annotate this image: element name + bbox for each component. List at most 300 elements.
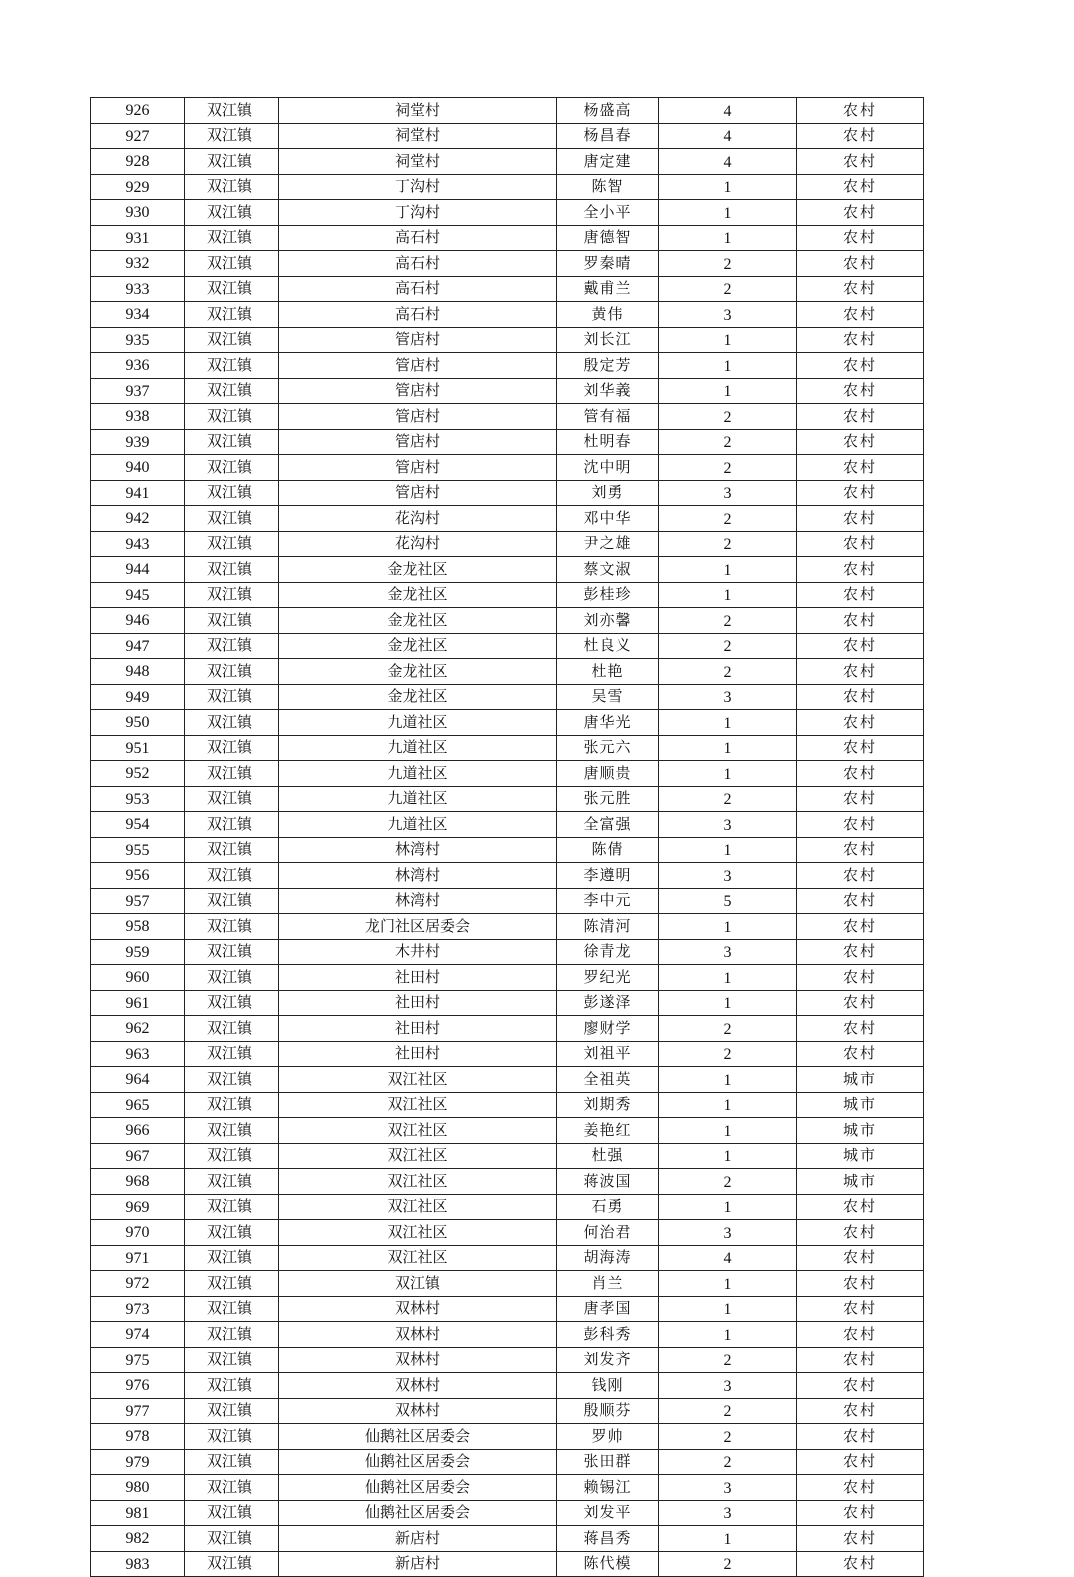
town-cell: 双江镇	[185, 455, 279, 481]
household-count-cell: 2	[659, 1424, 797, 1450]
person-name-cell: 陈倩	[557, 837, 659, 863]
household-count-cell: 2	[659, 1551, 797, 1577]
village-cell: 仙鹅社区居委会	[279, 1500, 557, 1526]
row-number-cell: 927	[91, 123, 185, 149]
village-cell: 高石村	[279, 251, 557, 277]
village-cell: 花沟村	[279, 506, 557, 532]
row-number-cell: 935	[91, 327, 185, 353]
person-name-cell: 赖锡江	[557, 1475, 659, 1501]
household-count-cell: 1	[659, 1194, 797, 1220]
table-row	[91, 149, 924, 175]
person-name-cell: 杜明春	[557, 429, 659, 455]
village-cell: 双林村	[279, 1373, 557, 1399]
table-row	[91, 1220, 924, 1246]
household-count-cell: 3	[659, 684, 797, 710]
table-row	[91, 225, 924, 251]
town-cell: 双江镇	[185, 1398, 279, 1424]
person-name-cell: 彭桂珍	[557, 582, 659, 608]
table-row	[91, 1143, 924, 1169]
area-type-cell: 农村	[797, 429, 924, 455]
person-name-cell: 杨昌春	[557, 123, 659, 149]
table-row	[91, 531, 924, 557]
town-cell: 双江镇	[185, 659, 279, 685]
town-cell: 双江镇	[185, 225, 279, 251]
person-name-cell: 何治君	[557, 1220, 659, 1246]
household-count-cell: 1	[659, 735, 797, 761]
area-type-cell: 农村	[797, 1194, 924, 1220]
household-count-cell: 2	[659, 1041, 797, 1067]
area-type-cell: 农村	[797, 761, 924, 787]
household-count-cell: 1	[659, 1296, 797, 1322]
household-count-cell: 5	[659, 888, 797, 914]
row-number-cell: 931	[91, 225, 185, 251]
town-cell: 双江镇	[185, 1118, 279, 1144]
row-number-cell: 964	[91, 1067, 185, 1093]
household-count-cell: 2	[659, 786, 797, 812]
area-type-cell: 农村	[797, 353, 924, 379]
town-cell: 双江镇	[185, 302, 279, 328]
household-count-cell: 1	[659, 1322, 797, 1348]
table-row	[91, 633, 924, 659]
row-number-cell: 934	[91, 302, 185, 328]
person-name-cell: 刘期秀	[557, 1092, 659, 1118]
area-type-cell: 农村	[797, 149, 924, 175]
table-row	[91, 429, 924, 455]
table-row	[91, 1551, 924, 1577]
household-count-cell: 1	[659, 1271, 797, 1297]
table-row	[91, 1118, 924, 1144]
village-cell: 九道社区	[279, 710, 557, 736]
table-row	[91, 1526, 924, 1552]
town-cell: 双江镇	[185, 353, 279, 379]
person-name-cell: 钱刚	[557, 1373, 659, 1399]
row-number-cell: 954	[91, 812, 185, 838]
village-cell: 双江社区	[279, 1220, 557, 1246]
row-number-cell: 936	[91, 353, 185, 379]
town-cell: 双江镇	[185, 1475, 279, 1501]
row-number-cell: 965	[91, 1092, 185, 1118]
row-number-cell: 962	[91, 1016, 185, 1042]
person-name-cell: 彭科秀	[557, 1322, 659, 1348]
row-number-cell: 948	[91, 659, 185, 685]
table-row	[91, 1169, 924, 1195]
table-row	[91, 1296, 924, 1322]
row-number-cell: 956	[91, 863, 185, 889]
person-name-cell: 全富强	[557, 812, 659, 838]
row-number-cell: 928	[91, 149, 185, 175]
area-type-cell: 农村	[797, 1551, 924, 1577]
row-number-cell: 978	[91, 1424, 185, 1450]
household-count-cell: 1	[659, 1092, 797, 1118]
village-cell: 仙鹅社区居委会	[279, 1449, 557, 1475]
household-count-cell: 2	[659, 251, 797, 277]
household-count-cell: 3	[659, 1475, 797, 1501]
town-cell: 双江镇	[185, 1016, 279, 1042]
town-cell: 双江镇	[185, 888, 279, 914]
town-cell: 双江镇	[185, 531, 279, 557]
table-row	[91, 1424, 924, 1450]
household-count-cell: 1	[659, 225, 797, 251]
area-type-cell: 城市	[797, 1067, 924, 1093]
area-type-cell: 农村	[797, 1398, 924, 1424]
village-cell: 九道社区	[279, 786, 557, 812]
town-cell: 双江镇	[185, 1271, 279, 1297]
table-row	[91, 837, 924, 863]
person-name-cell: 黄伟	[557, 302, 659, 328]
village-cell: 管店村	[279, 455, 557, 481]
row-number-cell: 946	[91, 608, 185, 634]
area-type-cell: 农村	[797, 174, 924, 200]
person-name-cell: 全祖英	[557, 1067, 659, 1093]
person-name-cell: 胡海涛	[557, 1245, 659, 1271]
row-number-cell: 951	[91, 735, 185, 761]
person-name-cell: 徐青龙	[557, 939, 659, 965]
village-cell: 金龙社区	[279, 557, 557, 583]
table-row	[91, 659, 924, 685]
area-type-cell: 农村	[797, 1322, 924, 1348]
household-count-cell: 2	[659, 455, 797, 481]
table-row	[91, 1194, 924, 1220]
household-count-cell: 3	[659, 1500, 797, 1526]
village-cell: 管店村	[279, 353, 557, 379]
village-cell: 林湾村	[279, 863, 557, 889]
town-cell: 双江镇	[185, 1169, 279, 1195]
table-row	[91, 1245, 924, 1271]
area-type-cell: 城市	[797, 1169, 924, 1195]
person-name-cell: 姜艳红	[557, 1118, 659, 1144]
person-name-cell: 沈中明	[557, 455, 659, 481]
person-name-cell: 唐定建	[557, 149, 659, 175]
row-number-cell: 966	[91, 1118, 185, 1144]
area-type-cell: 农村	[797, 1347, 924, 1373]
town-cell: 双江镇	[185, 1041, 279, 1067]
village-cell: 双林村	[279, 1296, 557, 1322]
area-type-cell: 农村	[797, 1475, 924, 1501]
table-row	[91, 710, 924, 736]
household-count-cell: 2	[659, 1169, 797, 1195]
area-type-cell: 农村	[797, 455, 924, 481]
table-row	[91, 251, 924, 277]
row-number-cell: 959	[91, 939, 185, 965]
town-cell: 双江镇	[185, 1347, 279, 1373]
person-name-cell: 陈智	[557, 174, 659, 200]
town-cell: 双江镇	[185, 378, 279, 404]
person-name-cell: 廖财学	[557, 1016, 659, 1042]
village-cell: 九道社区	[279, 761, 557, 787]
person-name-cell: 肖兰	[557, 1271, 659, 1297]
household-count-cell: 2	[659, 531, 797, 557]
table-row	[91, 327, 924, 353]
area-type-cell: 农村	[797, 608, 924, 634]
area-type-cell: 农村	[797, 582, 924, 608]
area-type-cell: 农村	[797, 684, 924, 710]
household-count-cell: 3	[659, 939, 797, 965]
town-cell: 双江镇	[185, 1067, 279, 1093]
household-count-cell: 3	[659, 302, 797, 328]
person-name-cell: 吴雪	[557, 684, 659, 710]
village-cell: 龙门社区居委会	[279, 914, 557, 940]
person-name-cell: 张田群	[557, 1449, 659, 1475]
table-row	[91, 1016, 924, 1042]
row-number-cell: 930	[91, 200, 185, 226]
row-number-cell: 958	[91, 914, 185, 940]
village-cell: 金龙社区	[279, 659, 557, 685]
household-count-cell: 1	[659, 200, 797, 226]
area-type-cell: 农村	[797, 710, 924, 736]
person-name-cell: 蒋昌秀	[557, 1526, 659, 1552]
village-cell: 双江社区	[279, 1143, 557, 1169]
row-number-cell: 949	[91, 684, 185, 710]
village-cell: 仙鹅社区居委会	[279, 1475, 557, 1501]
area-type-cell: 农村	[797, 531, 924, 557]
household-count-cell: 2	[659, 608, 797, 634]
household-count-cell: 1	[659, 837, 797, 863]
table-row	[91, 863, 924, 889]
row-number-cell: 969	[91, 1194, 185, 1220]
area-type-cell: 农村	[797, 1373, 924, 1399]
village-cell: 社田村	[279, 965, 557, 991]
row-number-cell: 972	[91, 1271, 185, 1297]
row-number-cell: 932	[91, 251, 185, 277]
table-row	[91, 404, 924, 430]
household-count-cell: 3	[659, 1373, 797, 1399]
person-name-cell: 殷定芳	[557, 353, 659, 379]
person-name-cell: 李中元	[557, 888, 659, 914]
table-row	[91, 888, 924, 914]
person-name-cell: 唐德智	[557, 225, 659, 251]
area-type-cell: 农村	[797, 506, 924, 532]
town-cell: 双江镇	[185, 633, 279, 659]
village-cell: 花沟村	[279, 531, 557, 557]
row-number-cell: 982	[91, 1526, 185, 1552]
village-cell: 金龙社区	[279, 608, 557, 634]
area-type-cell: 农村	[797, 1220, 924, 1246]
row-number-cell: 960	[91, 965, 185, 991]
row-number-cell: 967	[91, 1143, 185, 1169]
person-name-cell: 杜艳	[557, 659, 659, 685]
village-cell: 林湾村	[279, 888, 557, 914]
household-count-cell: 1	[659, 174, 797, 200]
table-row	[91, 200, 924, 226]
village-cell: 祠堂村	[279, 98, 557, 124]
person-name-cell: 唐孝国	[557, 1296, 659, 1322]
table-row	[91, 914, 924, 940]
household-count-cell: 1	[659, 761, 797, 787]
table-row	[91, 582, 924, 608]
household-count-cell: 2	[659, 633, 797, 659]
table-row	[91, 812, 924, 838]
row-number-cell: 944	[91, 557, 185, 583]
area-type-cell: 农村	[797, 251, 924, 277]
household-count-cell: 2	[659, 276, 797, 302]
person-name-cell: 刘发平	[557, 1500, 659, 1526]
household-count-cell: 3	[659, 863, 797, 889]
town-cell: 双江镇	[185, 1500, 279, 1526]
household-count-cell: 2	[659, 1347, 797, 1373]
town-cell: 双江镇	[185, 1220, 279, 1246]
person-name-cell: 全小平	[557, 200, 659, 226]
village-cell: 金龙社区	[279, 633, 557, 659]
area-type-cell: 农村	[797, 633, 924, 659]
area-type-cell: 农村	[797, 98, 924, 124]
area-type-cell: 农村	[797, 812, 924, 838]
household-count-cell: 4	[659, 98, 797, 124]
village-cell: 社田村	[279, 990, 557, 1016]
row-number-cell: 957	[91, 888, 185, 914]
household-count-cell: 1	[659, 990, 797, 1016]
village-cell: 丁沟村	[279, 200, 557, 226]
town-cell: 双江镇	[185, 1245, 279, 1271]
area-type-cell: 农村	[797, 480, 924, 506]
person-name-cell: 刘发齐	[557, 1347, 659, 1373]
town-cell: 双江镇	[185, 1296, 279, 1322]
household-count-cell: 4	[659, 149, 797, 175]
row-number-cell: 938	[91, 404, 185, 430]
person-name-cell: 杨盛高	[557, 98, 659, 124]
household-count-cell: 3	[659, 480, 797, 506]
table-row	[91, 735, 924, 761]
town-cell: 双江镇	[185, 1322, 279, 1348]
table-row	[91, 353, 924, 379]
town-cell: 双江镇	[185, 837, 279, 863]
table-row	[91, 98, 924, 124]
table-row	[91, 1041, 924, 1067]
area-type-cell: 农村	[797, 1016, 924, 1042]
area-type-cell: 农村	[797, 302, 924, 328]
village-cell: 高石村	[279, 225, 557, 251]
row-number-cell: 943	[91, 531, 185, 557]
row-number-cell: 971	[91, 1245, 185, 1271]
area-type-cell: 农村	[797, 1041, 924, 1067]
village-cell: 金龙社区	[279, 684, 557, 710]
town-cell: 双江镇	[185, 123, 279, 149]
household-count-cell: 3	[659, 1220, 797, 1246]
town-cell: 双江镇	[185, 914, 279, 940]
village-cell: 祠堂村	[279, 123, 557, 149]
person-name-cell: 刘长江	[557, 327, 659, 353]
person-name-cell: 杜强	[557, 1143, 659, 1169]
row-number-cell: 961	[91, 990, 185, 1016]
person-name-cell: 杜良义	[557, 633, 659, 659]
row-number-cell: 955	[91, 837, 185, 863]
table-row	[91, 1067, 924, 1093]
table-row	[91, 1322, 924, 1348]
village-cell: 管店村	[279, 404, 557, 430]
row-number-cell: 947	[91, 633, 185, 659]
row-number-cell: 941	[91, 480, 185, 506]
person-name-cell: 殷顺芬	[557, 1398, 659, 1424]
person-name-cell: 张元胜	[557, 786, 659, 812]
area-type-cell: 农村	[797, 378, 924, 404]
table-row	[91, 1271, 924, 1297]
household-count-cell: 1	[659, 914, 797, 940]
town-cell: 双江镇	[185, 480, 279, 506]
household-count-cell: 4	[659, 123, 797, 149]
household-count-cell: 2	[659, 659, 797, 685]
table-row	[91, 455, 924, 481]
household-count-cell: 1	[659, 1526, 797, 1552]
town-cell: 双江镇	[185, 1373, 279, 1399]
village-cell: 新店村	[279, 1526, 557, 1552]
village-cell: 双江社区	[279, 1245, 557, 1271]
person-name-cell: 管有福	[557, 404, 659, 430]
person-name-cell: 戴甫兰	[557, 276, 659, 302]
village-cell: 双林村	[279, 1322, 557, 1348]
area-type-cell: 农村	[797, 888, 924, 914]
table-row	[91, 939, 924, 965]
row-number-cell: 979	[91, 1449, 185, 1475]
village-cell: 金龙社区	[279, 582, 557, 608]
area-type-cell: 城市	[797, 1143, 924, 1169]
household-count-cell: 1	[659, 1067, 797, 1093]
table-row	[91, 557, 924, 583]
person-name-cell: 李遵明	[557, 863, 659, 889]
household-count-cell: 1	[659, 1118, 797, 1144]
town-cell: 双江镇	[185, 710, 279, 736]
area-type-cell: 农村	[797, 327, 924, 353]
town-cell: 双江镇	[185, 506, 279, 532]
household-count-cell: 2	[659, 1398, 797, 1424]
area-type-cell: 农村	[797, 1424, 924, 1450]
town-cell: 双江镇	[185, 684, 279, 710]
person-name-cell: 石勇	[557, 1194, 659, 1220]
village-cell: 双林村	[279, 1398, 557, 1424]
row-number-cell: 940	[91, 455, 185, 481]
village-cell: 双江社区	[279, 1169, 557, 1195]
town-cell: 双江镇	[185, 251, 279, 277]
household-count-cell: 1	[659, 378, 797, 404]
table-row	[91, 990, 924, 1016]
row-number-cell: 933	[91, 276, 185, 302]
village-cell: 林湾村	[279, 837, 557, 863]
village-cell: 高石村	[279, 302, 557, 328]
row-number-cell: 939	[91, 429, 185, 455]
person-name-cell: 蒋波国	[557, 1169, 659, 1195]
row-number-cell: 970	[91, 1220, 185, 1246]
row-number-cell: 968	[91, 1169, 185, 1195]
village-cell: 社田村	[279, 1041, 557, 1067]
town-cell: 双江镇	[185, 990, 279, 1016]
row-number-cell: 974	[91, 1322, 185, 1348]
person-name-cell: 彭遂泽	[557, 990, 659, 1016]
table-row	[91, 1398, 924, 1424]
row-number-cell: 945	[91, 582, 185, 608]
village-cell: 双林村	[279, 1347, 557, 1373]
table-body	[91, 98, 924, 1577]
area-type-cell: 农村	[797, 276, 924, 302]
table-row	[91, 276, 924, 302]
village-cell: 管店村	[279, 378, 557, 404]
table-row	[91, 1475, 924, 1501]
row-number-cell: 929	[91, 174, 185, 200]
person-name-cell: 尹之雄	[557, 531, 659, 557]
town-cell: 双江镇	[185, 812, 279, 838]
town-cell: 双江镇	[185, 149, 279, 175]
area-type-cell: 农村	[797, 557, 924, 583]
table-row	[91, 302, 924, 328]
row-number-cell: 942	[91, 506, 185, 532]
person-name-cell: 罗帅	[557, 1424, 659, 1450]
village-cell: 管店村	[279, 327, 557, 353]
town-cell: 双江镇	[185, 1424, 279, 1450]
person-name-cell: 唐华光	[557, 710, 659, 736]
table-row	[91, 965, 924, 991]
household-count-cell: 2	[659, 506, 797, 532]
town-cell: 双江镇	[185, 863, 279, 889]
person-name-cell: 罗纪光	[557, 965, 659, 991]
row-number-cell: 980	[91, 1475, 185, 1501]
area-type-cell: 农村	[797, 404, 924, 430]
